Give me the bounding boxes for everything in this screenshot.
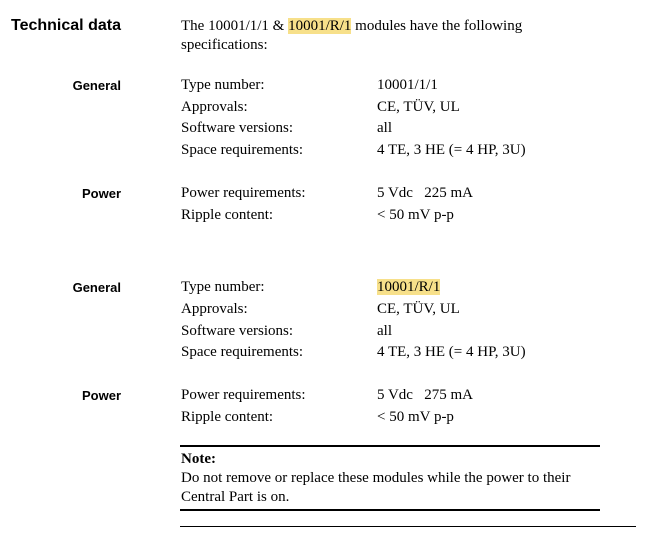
spec-value-highlight	[377, 279, 440, 296]
spec-value: < 50 mV p-p	[377, 409, 454, 425]
spec-value: all	[377, 120, 392, 136]
spec-label: Type number:	[181, 77, 265, 93]
intro-line-1	[181, 18, 522, 35]
spec-value: 5 Vdc 275 mA	[377, 387, 473, 403]
spec-label: Approvals:	[181, 301, 248, 317]
spec-value: 5 Vdc 225 mA	[377, 185, 473, 201]
spec-value: CE, TÜV, UL	[377, 99, 460, 115]
spec-label: Power requirements:	[181, 185, 306, 201]
intro-prefix: The 10001/1/1 &	[181, 18, 289, 34]
note-top-rule	[180, 445, 600, 447]
type-number-highlight: 10001/R/1	[377, 279, 441, 295]
spec-value: 4 TE, 3 HE (= 4 HP, 3U)	[377, 142, 526, 158]
spec-label: Ripple content:	[181, 207, 274, 223]
spec-label: Space requirements:	[181, 142, 304, 158]
intro-line-2: specifications:	[181, 37, 268, 53]
spec-label: Type number:	[181, 279, 265, 295]
spec-label: Ripple content:	[181, 409, 274, 425]
spec-value: all	[377, 323, 392, 339]
spec-label: Software versions:	[181, 323, 294, 339]
power-label-2: Power	[81, 388, 121, 403]
spec-value: 4 TE, 3 HE (= 4 HP, 3U)	[377, 344, 526, 360]
intro-highlight: 10001/R/1	[288, 18, 352, 34]
general-label-2: General	[72, 280, 121, 295]
power-label-1: Power	[81, 186, 121, 201]
page-bottom-rule	[180, 526, 636, 527]
spec-value: CE, TÜV, UL	[377, 301, 460, 317]
note-title: Note:	[181, 451, 216, 467]
spec-label: Power requirements:	[181, 387, 306, 403]
spec-value: < 50 mV p-p	[377, 207, 454, 223]
spec-label: Space requirements:	[181, 344, 304, 360]
spec-label: Software versions:	[181, 120, 294, 136]
intro-suffix: modules have the following	[351, 18, 523, 34]
page-title: Technical data	[11, 17, 121, 34]
note-line-1: Do not remove or replace these modules while the power to their	[181, 470, 571, 486]
general-label-1: General	[72, 78, 121, 93]
note-bottom-rule	[180, 509, 600, 511]
spec-value: 10001/1/1	[377, 77, 438, 93]
spec-label: Approvals:	[181, 99, 248, 115]
note-line-2: Central Part is on.	[181, 489, 290, 505]
